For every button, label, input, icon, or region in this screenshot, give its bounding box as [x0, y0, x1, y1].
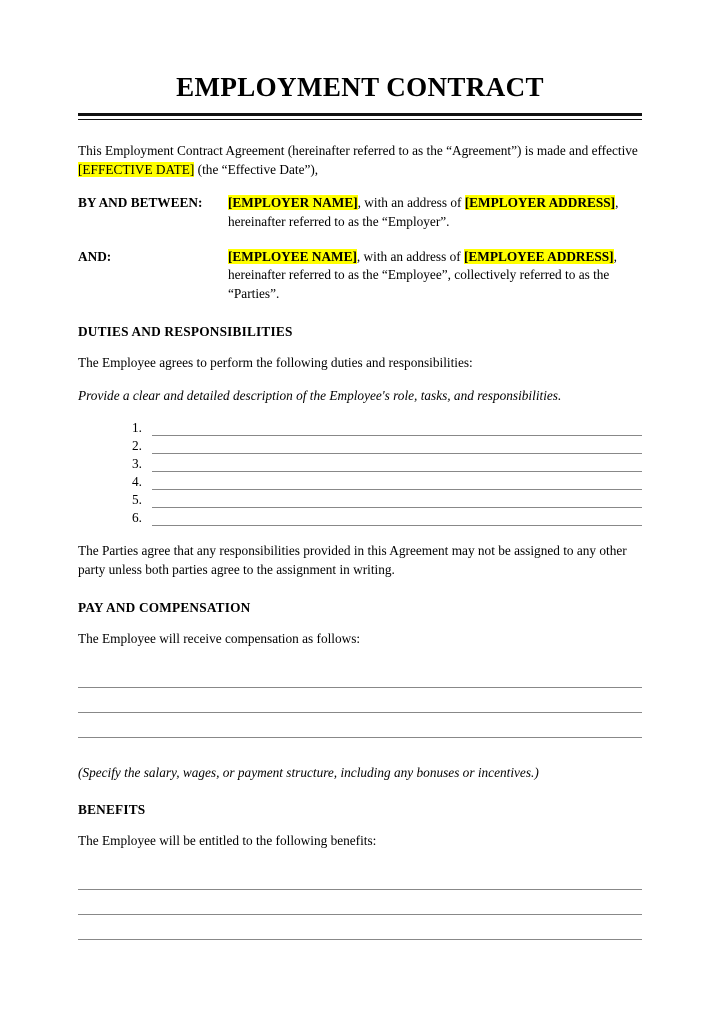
employer-mid-text: , with an address of	[357, 194, 465, 210]
pay-lead: The Employee will receive compensation as follows:	[78, 630, 361, 646]
page-title: EMPLOYMENT CONTRACT	[176, 72, 544, 102]
employer-after-text: , hereinafter referred to as the “Employer”.	[228, 194, 619, 229]
section-heading-duties: DUTIES AND RESPONSIBILITIES	[78, 324, 293, 340]
list-item-number: 4.	[132, 473, 142, 489]
title-divider	[78, 113, 642, 120]
list-item[interactable]	[78, 420, 642, 436]
blank-fill-line[interactable]	[78, 663, 642, 688]
duties-numbered-list	[78, 420, 642, 526]
duties-closing: The Parties agree that any responsibilities provided in this Agreement may not be assigned to any other party unless both parties agree to the assignment in writing.	[78, 542, 627, 577]
intro-paragraph	[78, 142, 642, 180]
employee-mid-text: , with an address of	[356, 248, 464, 264]
effective-date-placeholder[interactable]: [EFFECTIVE DATE]	[78, 161, 195, 177]
list-item-number: 3.	[132, 455, 142, 471]
employer-name-placeholder[interactable]: [EMPLOYER NAME]	[228, 194, 358, 210]
list-item-number: 1.	[132, 419, 142, 435]
party-employee	[78, 248, 642, 305]
document-body	[78, 72, 642, 952]
employer-address-placeholder[interactable]: [EMPLOYER ADDRESS]	[464, 194, 616, 210]
party-employer-label: BY AND BETWEEN:	[78, 194, 203, 210]
party-employee-label: AND:	[78, 248, 112, 264]
pay-blank-lines	[78, 663, 642, 738]
party-employer-text	[228, 194, 642, 232]
list-item-number: 5.	[132, 491, 142, 507]
party-employer	[78, 194, 642, 232]
list-item-number: 6.	[132, 509, 142, 525]
list-item[interactable]	[78, 492, 642, 508]
benefits-lead: The Employee will be entitled to the following benefits:	[78, 833, 377, 849]
list-item-fill-line[interactable]	[152, 476, 642, 490]
list-item[interactable]	[78, 456, 642, 472]
list-item-fill-line[interactable]	[152, 512, 642, 526]
party-employee-text	[228, 248, 642, 305]
pay-note: (Specify the salary, wages, or payment structure, including any bonuses or incentives.)	[78, 764, 539, 780]
intro-text-after: (the “Effective Date”),	[194, 161, 319, 177]
employee-after-text: , hereinafter referred to as the “Employee”, collectively referred to as the “Parties”.	[228, 248, 617, 302]
blank-fill-line[interactable]	[78, 865, 642, 890]
section-heading-pay: PAY AND COMPENSATION	[78, 599, 251, 615]
blank-fill-line[interactable]	[78, 915, 642, 940]
benefits-blank-lines	[78, 865, 642, 940]
employee-name-placeholder[interactable]: [EMPLOYEE NAME]	[228, 248, 357, 264]
blank-fill-line[interactable]	[78, 890, 642, 915]
list-item-number: 2.	[132, 437, 142, 453]
list-item[interactable]	[78, 510, 642, 526]
section-heading-benefits: BENEFITS	[78, 802, 146, 818]
duties-note: Provide a clear and detailed description of the Employee's role, tasks, and responsibilities.	[78, 388, 562, 403]
list-item[interactable]	[78, 474, 642, 490]
intro-text-before: This Employment Contract Agreement (hereinafter referred to as the “Agreement”) is made and effective	[78, 143, 638, 158]
list-item-fill-line[interactable]	[152, 440, 642, 454]
employee-address-placeholder[interactable]: [EMPLOYEE ADDRESS]	[464, 248, 614, 264]
spacer	[78, 750, 642, 764]
duties-lead: The Employee agrees to perform the following duties and responsibilities:	[78, 355, 473, 371]
list-item[interactable]	[78, 438, 642, 454]
blank-fill-line[interactable]	[78, 713, 642, 738]
list-item-fill-line[interactable]	[152, 422, 642, 436]
list-item-fill-line[interactable]	[152, 458, 642, 472]
blank-fill-line[interactable]	[78, 688, 642, 713]
list-item-fill-line[interactable]	[152, 494, 642, 508]
